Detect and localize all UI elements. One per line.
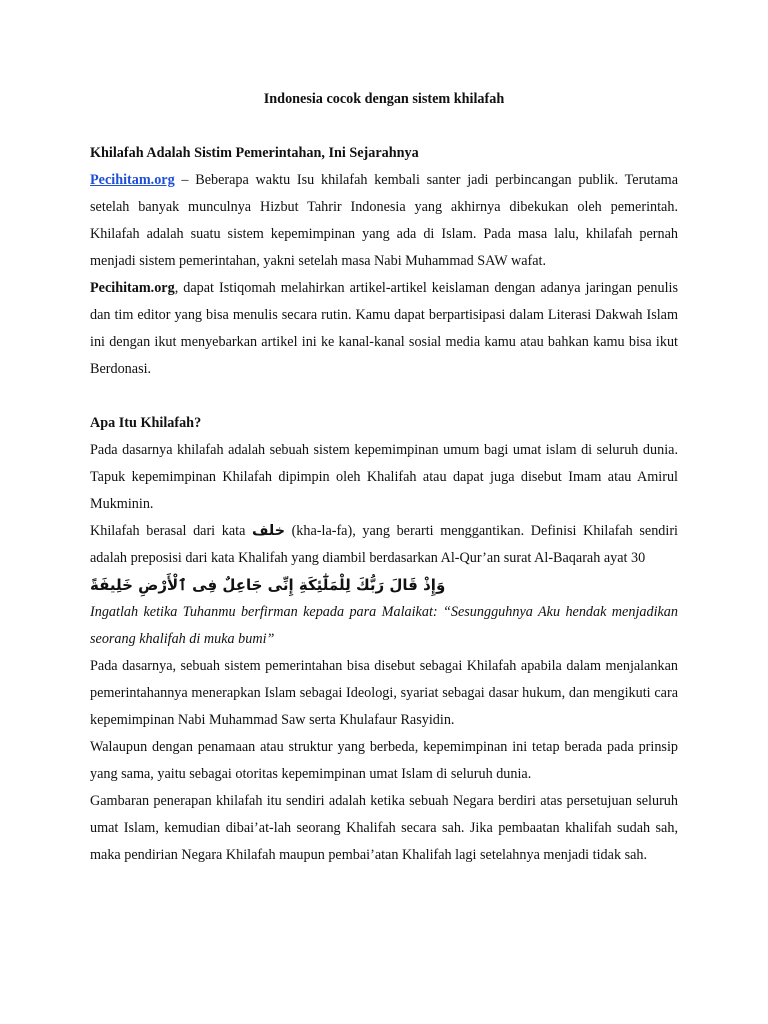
pecihitam-link[interactable]: Pecihitam.org [90,172,175,188]
etymology-paragraph [90,518,678,572]
promo-site-name: Pecihitam.org [90,280,175,296]
principle-paragraph: Walaupun dengan penamaan atau struktur yang berbeda, kepemimpinan ini tetap berada pada prinsip yang sama, yaitu sebagai otoritas kepemimpinan umat Islam di seluruh dunia. [90,739,678,782]
verse-translation: Ingatlah ketika Tuhanmu berfirman kepada para Malaikat: “Sesungguhnya Aku hendak menjadikan seorang khalifah di muka bumi” [90,604,678,647]
arabic-root-word: خلف [252,523,285,539]
document-title: Indonesia cocok dengan sistem khilafah [263,91,505,107]
document-page [90,86,678,869]
section-heading-apa-itu: Apa Itu Khilafah? [90,415,202,431]
etymology-text-after: (kha-la-fa), yang berarti menggantikan. Definisi Khilafah sendiri adalah preposisi dari kata Khalifah yang diambil berdasarkan Al-Qur’an surat Al-Baqarah ayat 30 [90,523,678,566]
quran-verse-arabic: وَإِذْ قَالَ رَبُّكَ لِلْمَلَٰٓئِكَةِ إِنِّى جَاعِلٌ فِى ٱلْأَرْضِ خَلِيفَةً [90,576,446,594]
intro-text: – Beberapa waktu Isu khilafah kembali santer jadi perbincangan publik. Terutama setelah banyak munculnya Hizbut Tahrir Indonesia yang akhirnya dibekukan oleh pemerintah. Khilafah adalah suatu sistem kepemimpinan yang ada di Islam. Pada masa lalu, khilafah pernah menjadi sistem pemerintahan, yakni setelah masa Nabi Muhammad SAW wafat. [90,172,678,269]
promo-paragraph [90,275,678,383]
definition-paragraph: Pada dasarnya khilafah adalah sebuah sistem kepemimpinan umum bagi umat islam di seluruh dunia. Tapuk kepemimpinan Khilafah dipimpin oleh Khalifah atau dapat juga disebut Imam atau Amirul Mukminin. [90,442,678,512]
section-heading-sejarah: Khilafah Adalah Sistim Pemerintahan, Ini Sejarahnya [90,145,419,161]
implementation-paragraph: Gambaran penerapan khilafah itu sendiri adalah ketika sebuah Negara berdiri atas persetujuan seluruh umat Islam, kemudian dibai’at-lah seorang Khalifah secara sah. Jika pembaatan khalifah sudah sah, maka pendirian Negara Khilafah maupun pembai’atan Khalifah lagi setelahnya menjadi tidak sah. [90,793,678,863]
spacer [90,383,678,410]
criteria-paragraph: Pada dasarnya, sebuah sistem pemerintahan bisa disebut sebagai Khilafah apabila dalam menjalankan pemerintahannya menerapkan Islam sebagai Ideologi, syariat sebagai dasar hukum, dan mengikuti cara kepemimpinan Nabi Muhammad Saw serta Khulafaur Rasyidin. [90,658,678,728]
promo-text: , dapat Istiqomah melahirkan artikel-artikel keislaman dengan adanya jaringan penulis dan tim editor yang bisa menulis secara rutin. Kamu dapat berpartisipasi dalam Literasi Dakwah Islam ini dengan ikut menyebarkan artikel ini ke kanal-kanal sosial media kamu atau bahkan kamu bisa ikut Berdonasi. [90,280,678,377]
intro-paragraph [90,167,678,275]
etymology-text-before: Khilafah berasal dari kata [90,523,253,539]
